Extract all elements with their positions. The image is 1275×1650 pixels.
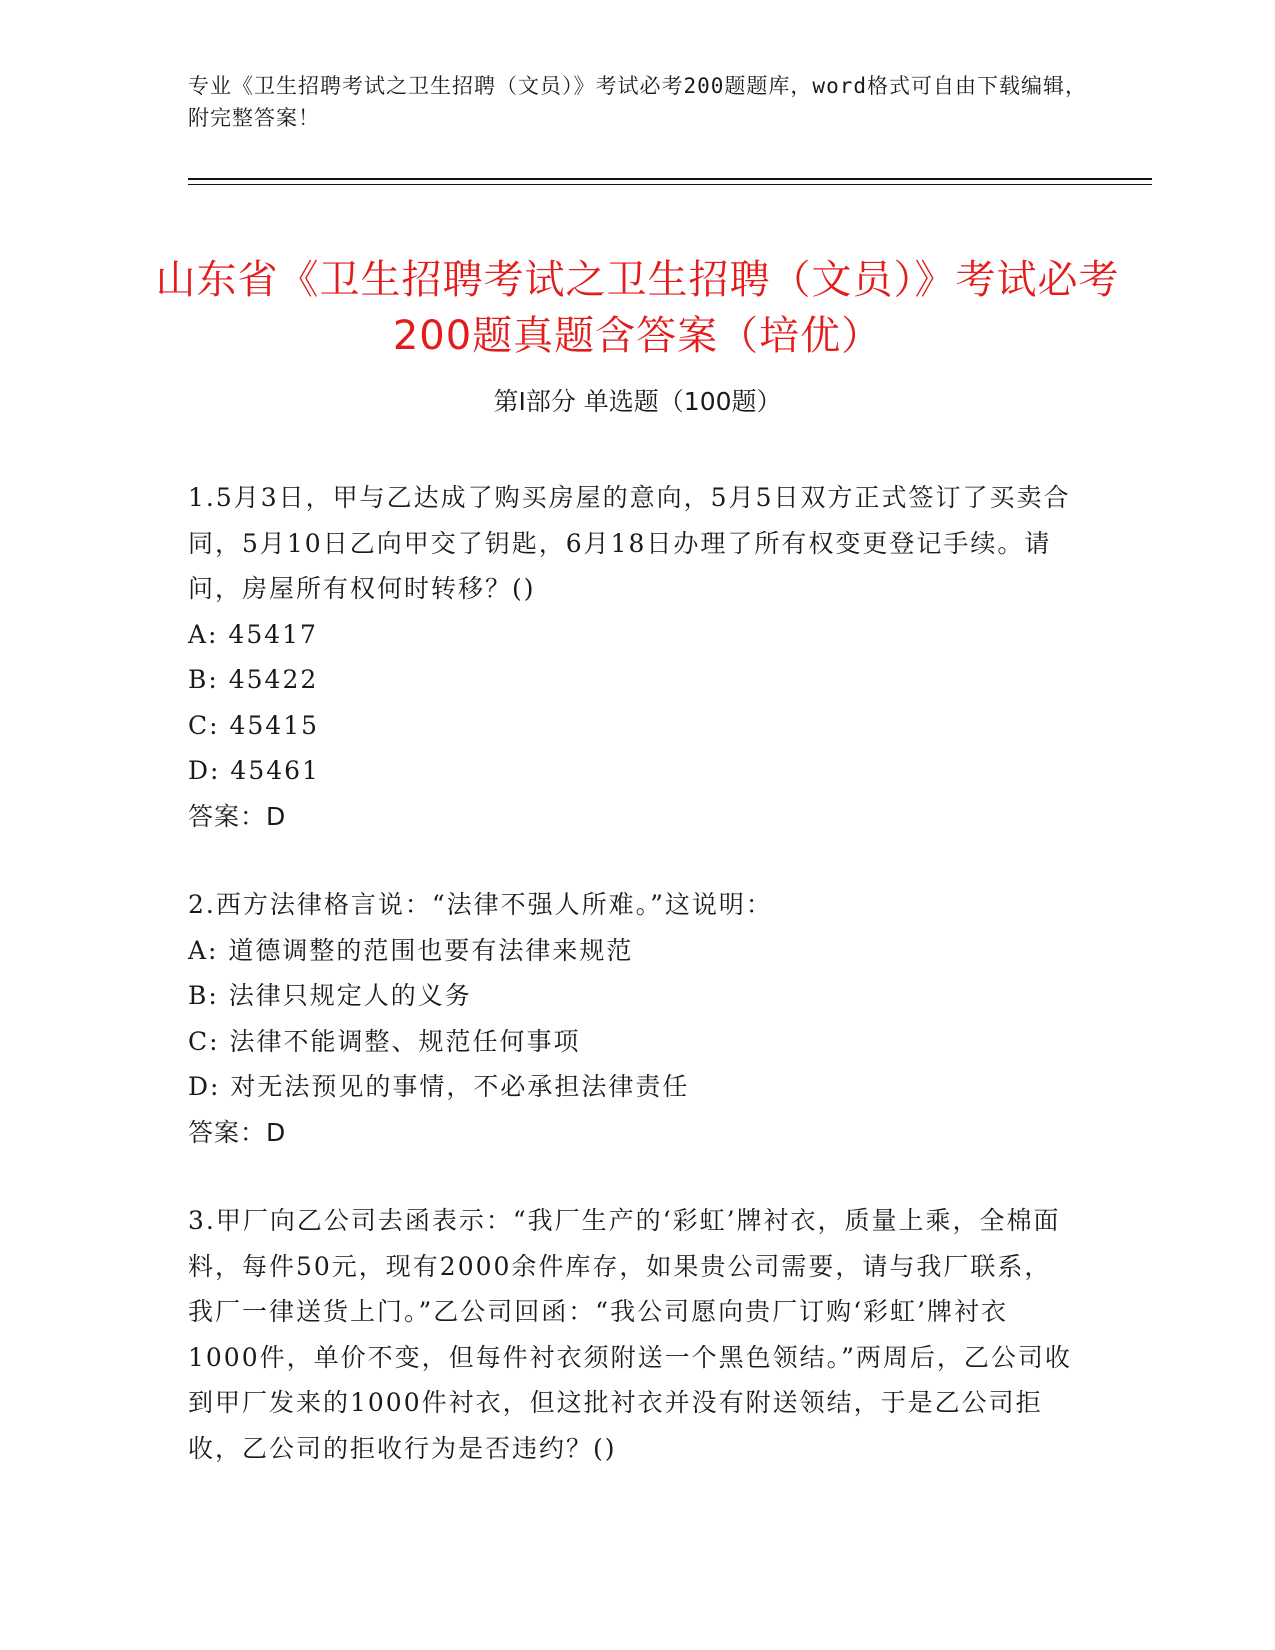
option-a: A: 道德调整的范围也要有法律来规范 — [188, 935, 634, 965]
header-rule-thick — [188, 178, 1152, 180]
question-stem: 1.5月3日，甲与乙达成了购买房屋的意向，5月5日双方正式签订了买卖合同，5月10日乙向甲交了钥匙，6月18日办理了所有权变更登记手续。请问，房屋所有权何时转移？() — [188, 483, 1071, 603]
option-d: D: 45461 — [188, 756, 320, 785]
question-stem: 2.西方法律格言说：“法律不强人所难。”这说明： — [188, 890, 773, 919]
option-b: B: 45422 — [188, 665, 319, 694]
document-title: 山东省《卫生招聘考试之卫生招聘（文员）》考试必考200题真题含答案（培优） — [155, 256, 1120, 359]
header-rule-thin — [188, 184, 1152, 185]
question-1 — [188, 475, 1073, 839]
option-d: D: 对无法预见的事情，不必承担法律责任 — [188, 1072, 690, 1101]
question-list — [188, 475, 1073, 1514]
option-b: B: 法律只规定人的义务 — [188, 981, 472, 1010]
answer: 答案：D — [188, 801, 287, 831]
option-c: C: 45415 — [188, 710, 320, 740]
question-2 — [188, 882, 1073, 1155]
header-note: 专业《卫生招聘考试之卫生招聘（文员）》考试必考200题题库，word格式可自由下载编辑，附完整答案！ — [188, 74, 1087, 130]
question-stem: 3.甲厂向乙公司去函表示：“我厂生产的‘彩虹’牌衬衣，质量上乘，全棉面料，每件50元，现有2000余件库存，如果贵公司需要，请与我厂联系，我厂一律送货上门。”乙公司回函：“我公司愿向贵厂订购‘彩虹’牌衬衣1000件，单价不变，但每件衬衣须附送一个黑色领结。”两周后，乙公司收到甲厂发来的1000件衬衣，但这批衬衣并没有附送领结，于是乙公司拒收，乙公司的拒收行为是否违约？() — [188, 1206, 1072, 1463]
option-a: A: 45417 — [188, 619, 318, 649]
answer: 答案：D — [188, 1117, 287, 1147]
question-3 — [188, 1198, 1073, 1471]
option-c: C: 法律不能调整、规范任何事项 — [188, 1026, 581, 1056]
section-title: 第Ⅰ部分 单选题（100题） — [493, 387, 782, 416]
